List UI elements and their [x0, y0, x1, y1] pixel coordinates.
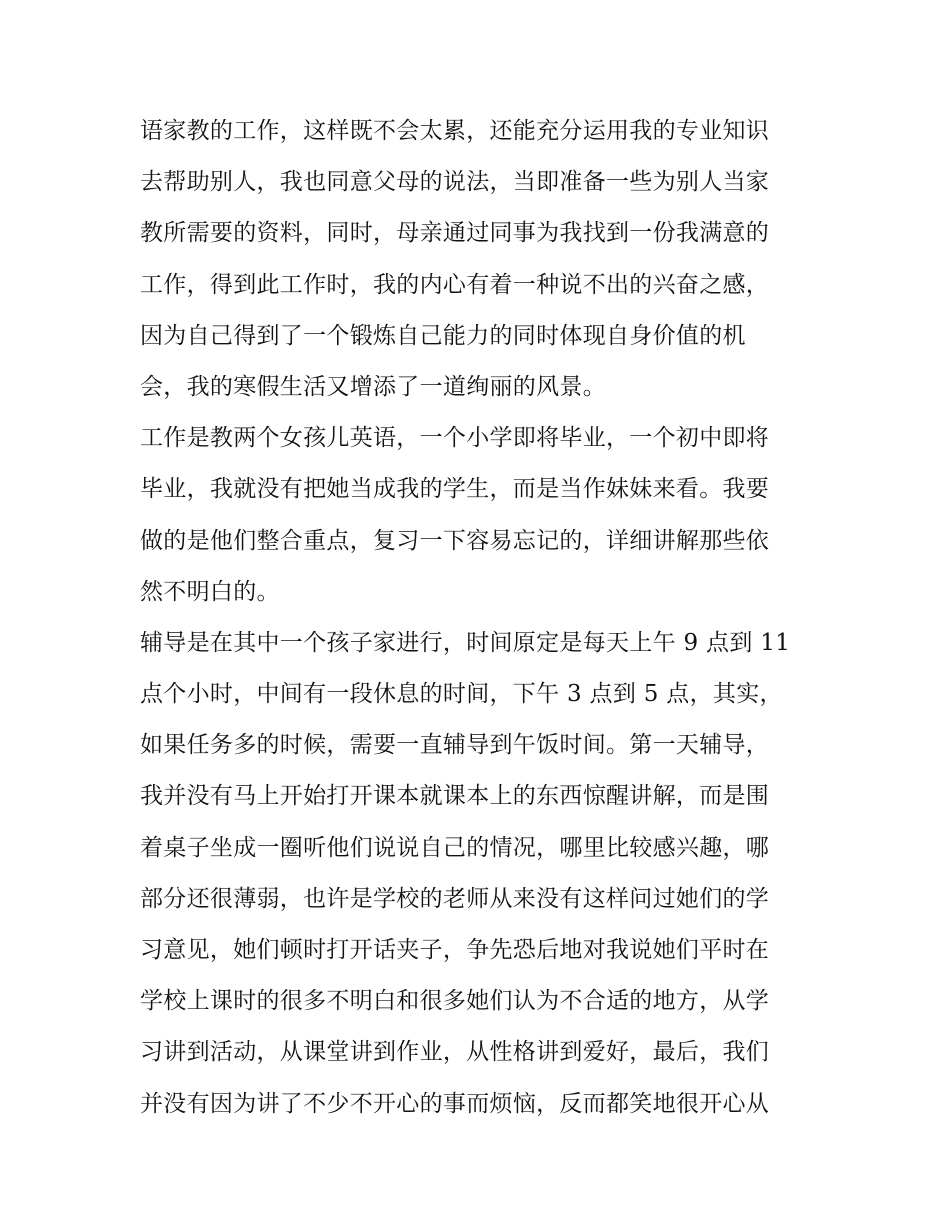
- text-line: 我并没有马上开始打开课本就课本上的东西惊醒讲解，而是围: [140, 783, 770, 810]
- text-line: 会，我的寒假生活又增添了一道绚丽的风景。: [140, 373, 606, 400]
- text-line: 如果任务多的时候，需要一直辅导到午饭时间。第一天辅导，: [140, 732, 770, 759]
- text-line: 并没有因为讲了不少不开心的事而烦恼，反而都笑地很开心从: [140, 1090, 770, 1117]
- text-line: 点个小时，中间有一段休息的时间，下午 3 点到 5 点，其实，: [140, 681, 783, 708]
- text-line: 然不明白的。: [140, 578, 280, 605]
- body-text: [140, 106, 830, 1130]
- text-line: 工作是教两个女孩儿英语，一个小学即将毕业，一个初中即将: [140, 425, 770, 452]
- text-line: 去帮助别人，我也同意父母的说法，当即准备一些为别人当家: [140, 169, 770, 196]
- text-line: 因为自己得到了一个锻炼自己能力的同时体现自身价值的机: [140, 322, 746, 349]
- text-line: 习意见，她们顿时打开话夹子，争先恐后地对我说她们平时在: [140, 937, 770, 963]
- text-line: 着桌子坐成一圈听他们说说自己的情况，哪里比较感兴趣，哪: [140, 834, 770, 861]
- text-line: 语家教的工作，这样既不会太累，还能充分运用我的专业知识: [140, 118, 770, 144]
- text-line: 部分还很薄弱，也许是学校的老师从来没有这样问过她们的学: [140, 885, 770, 912]
- text-line: 辅导是在其中一个孩子家进行，时间原定是每天上午 9 点到 11: [140, 629, 791, 656]
- text-line: 工作，得到此工作时，我的内心有着一种说不出的兴奋之感，: [140, 271, 770, 298]
- text-line: 做的是他们整合重点，复习一下容易忘记的，详细讲解那些依: [140, 527, 770, 554]
- text-line: 毕业，我就没有把她当成我的学生，而是当作妹妹来看。我要: [140, 476, 770, 503]
- text-line: 教所需要的资料，同时，母亲通过同事为我找到一份我满意的: [140, 220, 770, 247]
- text-line: 学校上课时的很多不明白和很多她们认为不合适的地方，从学: [140, 988, 770, 1015]
- text-line: 习讲到活动，从课堂讲到作业，从性格讲到爱好，最后，我们: [140, 1039, 770, 1066]
